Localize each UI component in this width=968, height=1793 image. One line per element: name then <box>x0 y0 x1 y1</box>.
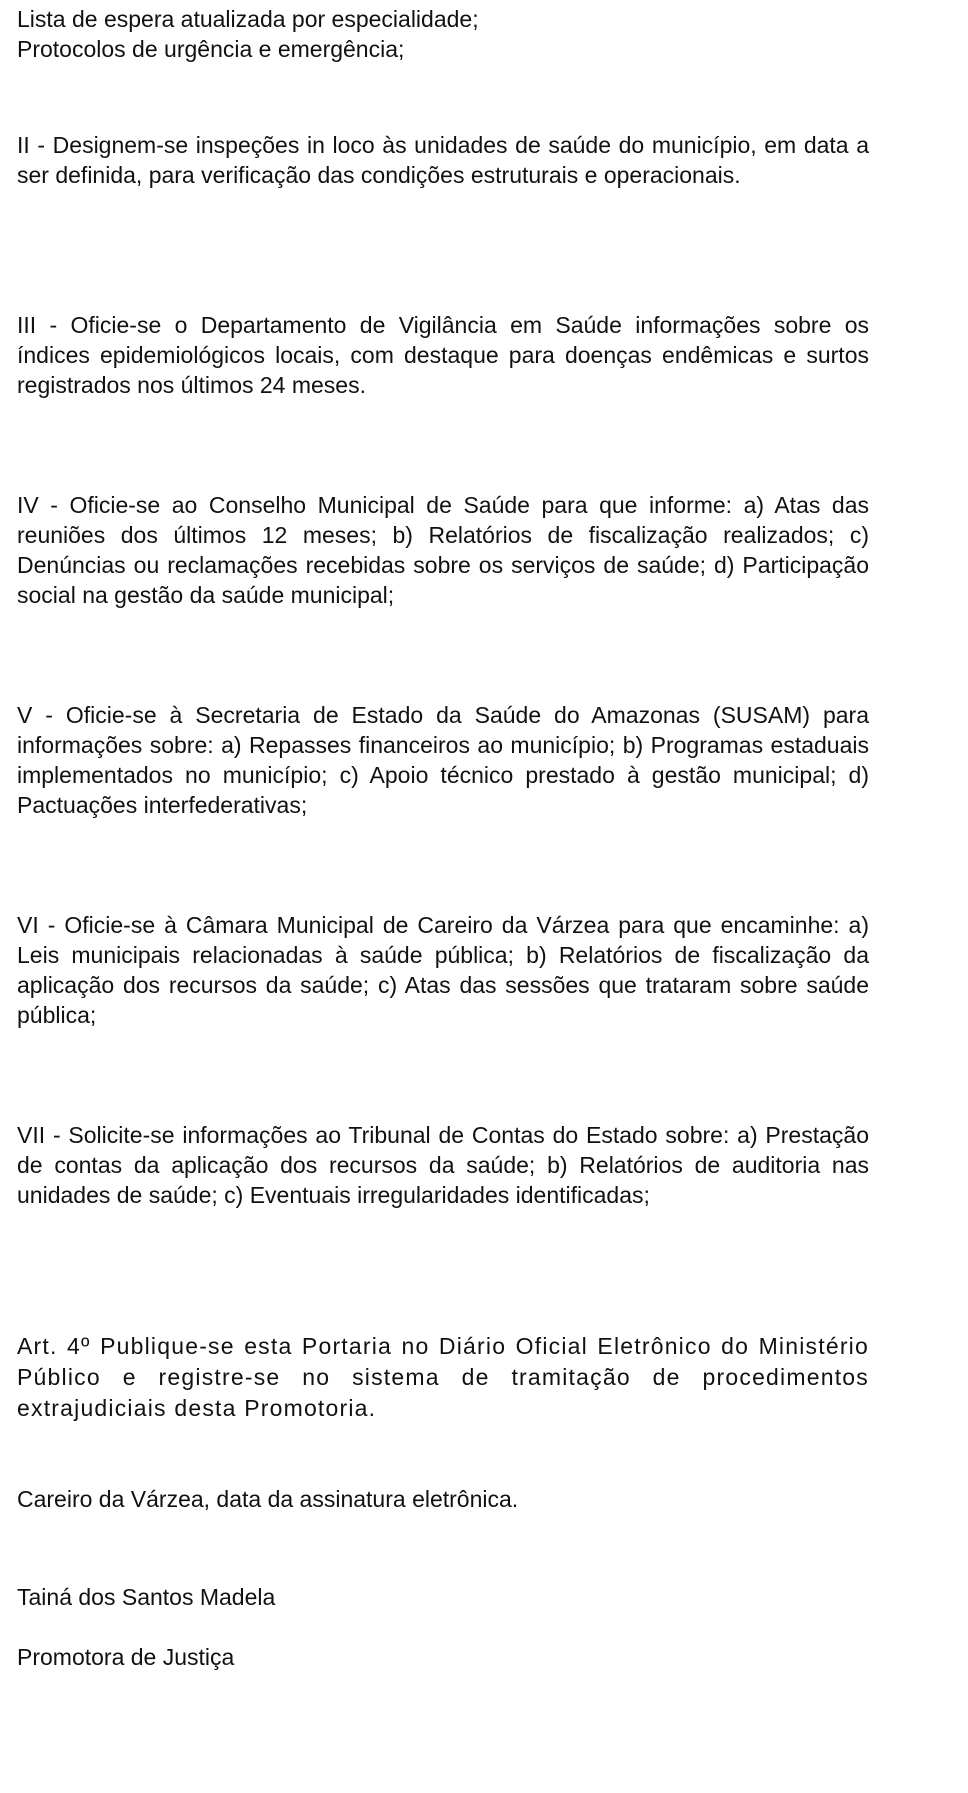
paragraph-vi: VI - Oficie-se à Câmara Municipal de Careiro da Várzea para que encaminhe: a) Leis municipais relacionadas à saúde pública; b) Relatórios de fiscalização da aplicação dos recursos da saúde; c) Atas das sessões que trataram sobre saúde pública; <box>17 912 869 1028</box>
paragraph-iv: IV - Oficie-se ao Conselho Municipal de Saúde para que informe: a) Atas das reuniões dos últimos 12 meses; b) Relatórios de fiscalização realizados; c) Denúncias ou reclamações recebidas sobre os serviços de saúde; d) Participação social na gestão da saúde municipal; <box>17 492 869 608</box>
list-item: Protocolos de urgência e emergência; <box>17 36 405 62</box>
paragraph-ii: II - Designem-se inspeções in loco às unidades de saúde do município, em data a ser definida, para verificação das condições estruturais e operacionais. <box>17 132 869 188</box>
list-items <box>17 4 869 64</box>
list-item: Lista de espera atualizada por especialidade; <box>17 6 479 32</box>
paragraph-v: V - Oficie-se à Secretaria de Estado da Saúde do Amazonas (SUSAM) para informações sobre: a) Repasses financeiros ao município; b) Programas estaduais implementados no município; c) Apoio técnico prestado à gestão municipal; d) Pactuações interfederativas; <box>17 702 869 818</box>
paragraph-vii: VII - Solicite-se informações ao Tribunal de Contas do Estado sobre: a) Prestação de contas da aplicação dos recursos da saúde; b) Relatórios de auditoria nas unidades de saúde; c) Eventuais irregularidades identificadas; <box>17 1122 869 1208</box>
paragraph-iii: III - Oficie-se o Departamento de Vigilância em Saúde informações sobre os índices epidemiológicos locais, com destaque para doenças endêmicas e surtos registrados nos últimos 24 meses. <box>17 312 869 398</box>
signer-name: Tainá dos Santos Madela <box>17 1584 276 1610</box>
article-4: Art. 4º Publique-se esta Portaria no Diário Oficial Eletrônico do Ministério Público e registre-se no sistema de tramitação de procedimentos extrajudiciais desta Promotoria. <box>17 1333 869 1421</box>
place-date: Careiro da Várzea, data da assinatura eletrônica. <box>17 1486 519 1512</box>
signer-role: Promotora de Justiça <box>17 1644 235 1670</box>
